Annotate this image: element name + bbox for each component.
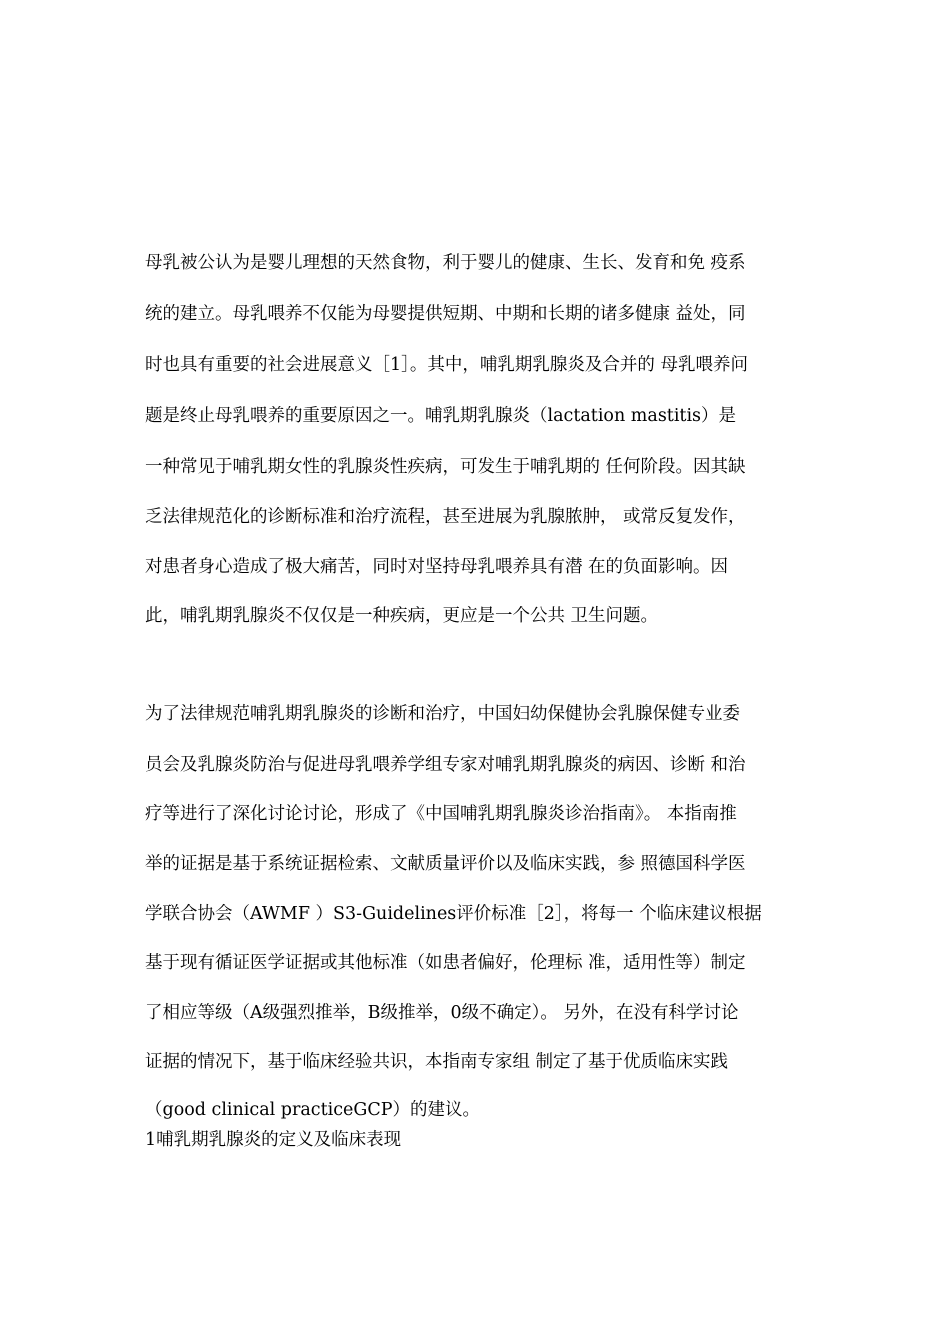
text-line: 乏法律规范化的诊断标准和治疗流程，甚至进展为乳腺脓肿， 或常反复发作， (145, 507, 746, 527)
text-line: 此，哺乳期乳腺炎不仅仅是一种疾病，更应是一个公共 卫生问题。 (145, 606, 659, 626)
text-line: 员会及乳腺炎防治与促进母乳喂养学组专家对哺乳期乳腺炎的病因、诊断 和治 (145, 755, 746, 775)
text-line: 时也具有重要的社会进展意义［1］。其中，哺乳期乳腺炎及合并的 母乳喂养问 (145, 355, 748, 375)
text-line: 为了法律规范哺乳期乳腺炎的诊断和治疗，中国妇幼保健协会乳腺保健专业委 (145, 704, 740, 724)
text-line: （good clinical practiceGCP）的建议。 (145, 1100, 481, 1120)
text-line: 学联合协会（AWMF ）S3-Guidelines评价标准［2］，将每一 个临床建议根据 (145, 904, 762, 924)
text-line: 举的证据是基于系统证据检索、文献质量评价以及临床实践，参 照德国科学医 (145, 854, 746, 874)
text-line: 了相应等级（A级强烈推举，B级推举，0级不确定）。 另外，在没有科学讨论 (145, 1003, 739, 1023)
text-line: 疗等进行了深化讨论讨论，形成了《中国哺乳期乳腺炎诊治指南》。 本指南推 (145, 804, 737, 824)
text-line: 母乳被公认为是婴儿理想的天然食物，利于婴儿的健康、生长、发育和免 疫系 (145, 253, 746, 273)
text-line: 一种常见于哺乳期女性的乳腺炎性疾病，可发生于哺乳期的 任何阶段。因其缺 (145, 457, 746, 477)
text-line: 基于现有循证医学证据或其他标准（如患者偏好，伦理标 准，适用性等）制定 (145, 953, 746, 973)
text-line: 证据的情况下，基于临床经验共识，本指南专家组 制定了基于优质临床实践 (145, 1052, 729, 1072)
text-line: 对患者身心造成了极大痛苦，同时对坚持母乳喂养具有潜 在的负面影响。因 (145, 557, 729, 577)
text-line: 题是终止母乳喂养的重要原因之一。哺乳期乳腺炎（lactation mastitis）是 (145, 406, 737, 426)
text-line: 统的建立。母乳喂养不仅能为母婴提供短期、中期和长期的诸多健康 益处，同 (145, 304, 746, 324)
section-heading: 1哺乳期乳腺炎的定义及临床表现 (145, 1130, 402, 1150)
